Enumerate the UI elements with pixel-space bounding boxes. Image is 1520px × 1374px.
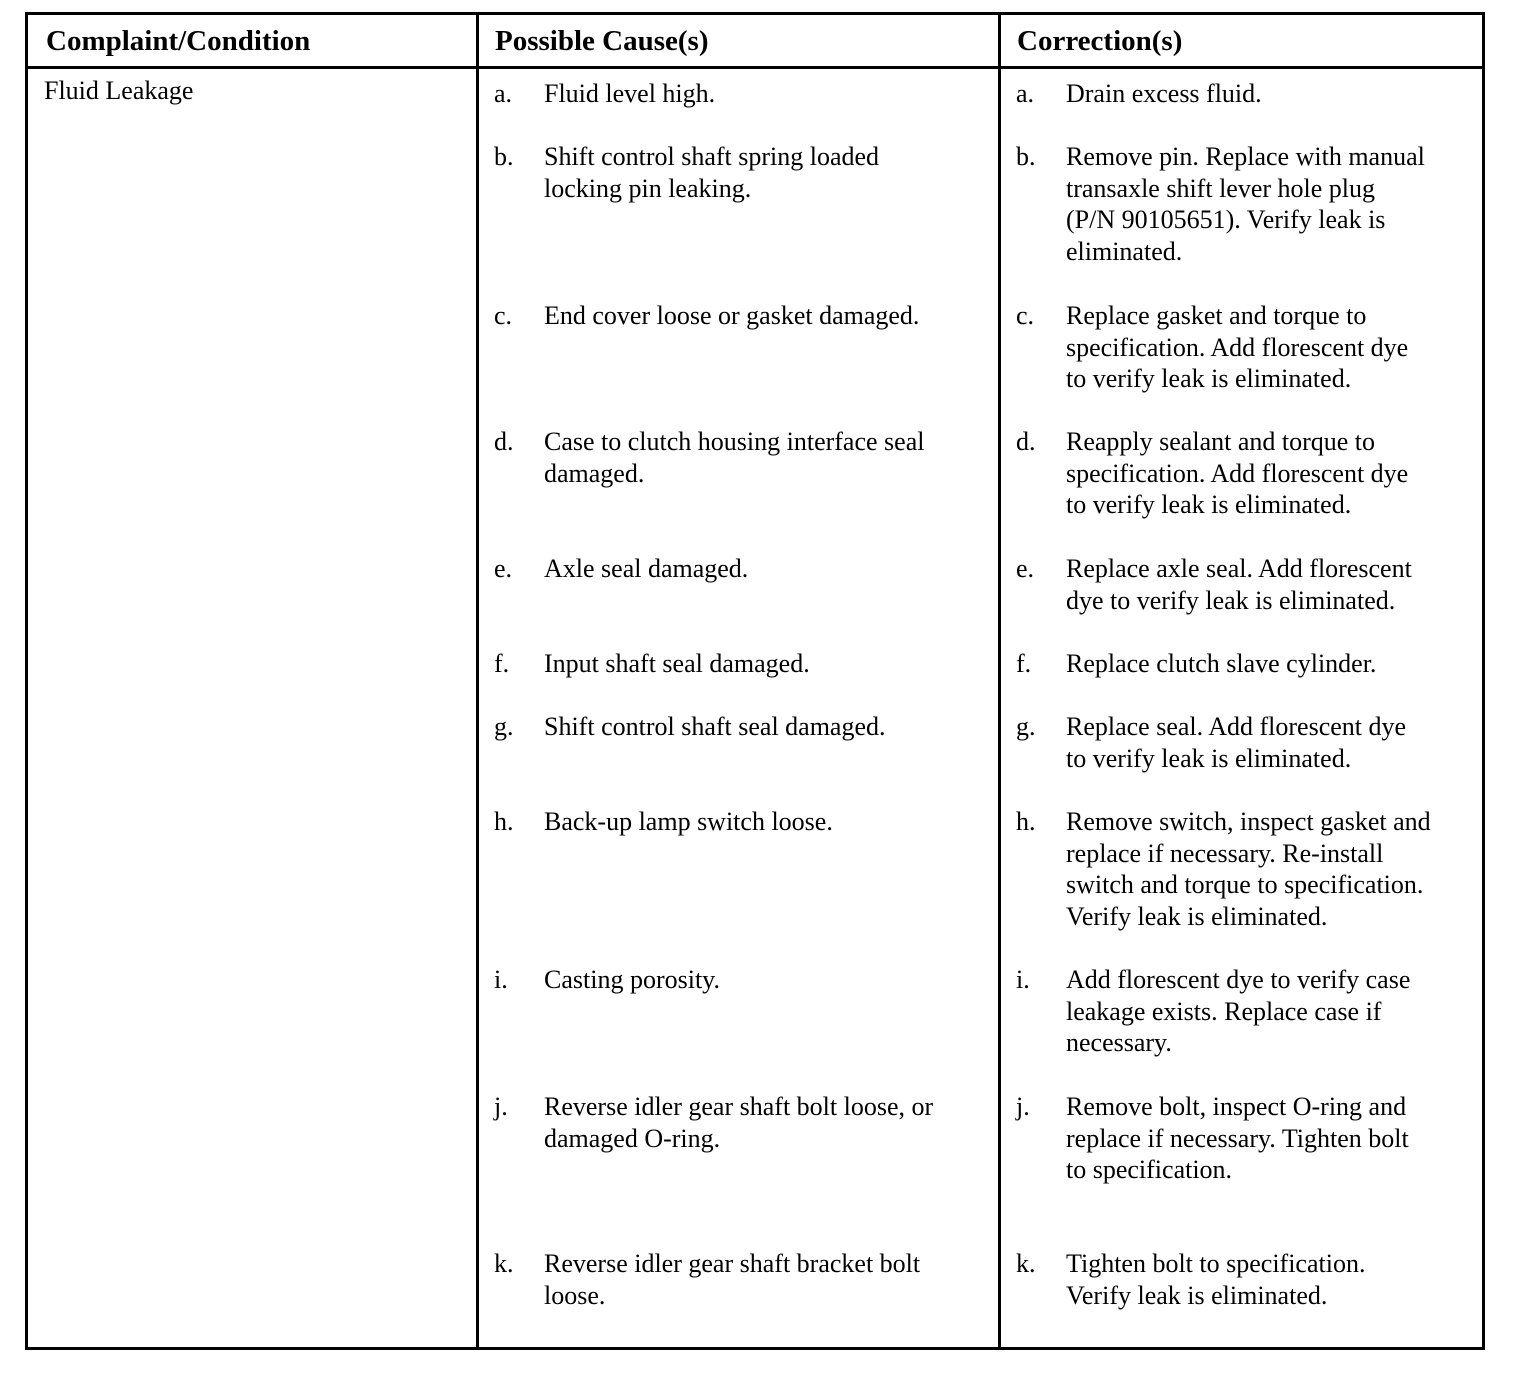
header-complaint: Complaint/Condition xyxy=(46,25,311,57)
item-letter: i. xyxy=(494,965,508,994)
cause-text: Casting porosity. xyxy=(544,965,720,994)
correction-text: Add florescent dye to verify case leakage exists. Replace case if necessary. xyxy=(1066,965,1411,1057)
correction-text: Replace axle seal. Add florescent dye to verify leak is eliminated. xyxy=(1066,554,1412,615)
item-letter: d. xyxy=(1016,427,1036,456)
diagnosis-table xyxy=(25,12,1485,1350)
cause-text: Shift control shaft spring loaded locking pin leaking. xyxy=(544,142,880,203)
item-letter: e. xyxy=(494,554,513,583)
item-letter: h. xyxy=(494,807,514,836)
item-letter: k. xyxy=(494,1249,514,1278)
item-letter: j. xyxy=(1016,1092,1030,1121)
cause-text: End cover loose or gasket damaged. xyxy=(544,301,920,330)
item-letter: a. xyxy=(1016,79,1035,108)
correction-text: Remove bolt, inspect O-ring and replace if necessary. Tighten bolt to specification. xyxy=(1066,1092,1409,1184)
item-letter: j. xyxy=(494,1092,508,1121)
column-divider xyxy=(998,15,1001,1347)
cause-text: Case to clutch housing interface seal damaged. xyxy=(544,427,925,488)
correction-text: Remove switch, inspect gasket and replace if necessary. Re-install switch and torque to specification. Verify leak is eliminated. xyxy=(1066,807,1431,931)
cause-text: Reverse idler gear shaft bracket bolt loose. xyxy=(544,1249,921,1310)
item-letter: e. xyxy=(1016,554,1035,583)
cause-text: Input shaft seal damaged. xyxy=(544,649,810,678)
header-divider xyxy=(28,66,1482,69)
item-letter: b. xyxy=(494,142,514,171)
header-causes: Possible Cause(s) xyxy=(495,25,709,57)
cause-text: Back-up lamp switch loose. xyxy=(544,807,833,836)
item-letter: k. xyxy=(1016,1249,1036,1278)
item-letter: i. xyxy=(1016,965,1030,994)
item-letter: a. xyxy=(494,79,513,108)
complaint-cell: Fluid Leakage xyxy=(44,76,194,105)
correction-text: Replace clutch slave cylinder. xyxy=(1066,649,1377,678)
cause-text: Fluid level high. xyxy=(544,79,716,108)
item-letter: c. xyxy=(494,301,513,330)
cause-text: Axle seal damaged. xyxy=(544,554,749,583)
item-letter: g. xyxy=(494,712,514,741)
correction-text: Reapply sealant and torque to specification. Add florescent dye to verify leak is eliminated. xyxy=(1066,427,1409,519)
cause-text: Shift control shaft seal damaged. xyxy=(544,712,886,741)
correction-text: Replace seal. Add florescent dye to verify leak is eliminated. xyxy=(1066,712,1407,773)
correction-text: Drain excess fluid. xyxy=(1066,79,1262,108)
item-letter: f. xyxy=(494,649,510,678)
correction-text: Tighten bolt to specification. Verify leak is eliminated. xyxy=(1066,1249,1366,1310)
correction-text: Remove pin. Replace with manual transaxle shift lever hole plug (P/N 90105651). Verify leak is eliminated. xyxy=(1066,142,1425,266)
item-letter: c. xyxy=(1016,301,1035,330)
item-letter: f. xyxy=(1016,649,1032,678)
header-corrections: Correction(s) xyxy=(1017,25,1183,57)
column-divider xyxy=(476,15,479,1347)
correction-text: Replace gasket and torque to specification. Add florescent dye to verify leak is eliminated. xyxy=(1066,301,1409,393)
item-letter: g. xyxy=(1016,712,1036,741)
item-letter: b. xyxy=(1016,142,1036,171)
cause-text: Reverse idler gear shaft bolt loose, or damaged O-ring. xyxy=(544,1092,934,1153)
item-letter: d. xyxy=(494,427,514,456)
item-letter: h. xyxy=(1016,807,1036,836)
